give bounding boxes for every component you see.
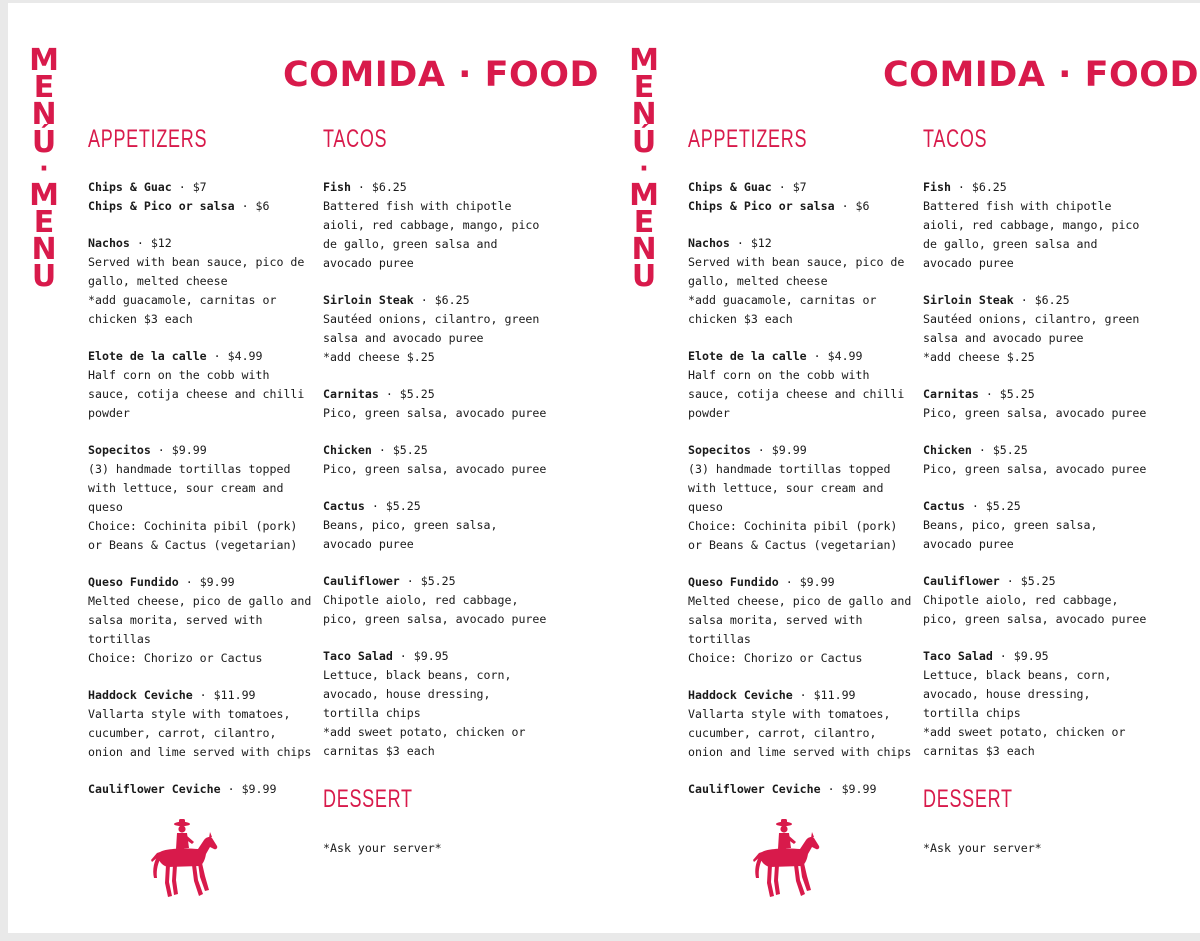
menu-item-description: Sautéed onions, cilantro, green salsa and avocado puree *add cheese $.25: [323, 312, 540, 364]
menu-item-price: · $6: [234, 199, 270, 213]
vertical-title-letter: U: [631, 259, 657, 295]
menu-sheet: [8, 3, 1200, 933]
menu-item-description: Beans, pico, green salsa, avocado puree: [323, 518, 498, 551]
vertical-title-letter: E: [633, 70, 655, 106]
dessert-note: *Ask your server*: [323, 841, 442, 855]
menu-item-price: · $5.25: [378, 387, 435, 401]
menu-item: [88, 780, 313, 799]
vertical-title-letter: N: [31, 97, 57, 133]
menu-item-price: · $12: [129, 236, 172, 250]
menu-item-price: · $4.99: [206, 349, 263, 363]
menu-item: [688, 197, 913, 216]
vertical-title-letter: E: [633, 205, 655, 241]
menu-item-description: (3) handmade tortillas topped with lettuce, sour cream and queso Choice: Cochinita pibil (pork) or Beans & Cactus (vegetarian): [88, 462, 298, 552]
tacos-column: [323, 123, 548, 858]
menu-item-price: · $6.25: [350, 180, 407, 194]
menu-item-price: · $9.99: [820, 782, 877, 796]
menu-item-description: Chipotle aiolo, red cabbage, pico, green salsa, avocado puree: [923, 593, 1147, 626]
menu-item: [323, 385, 548, 423]
menu-item: [88, 234, 313, 329]
menu-item-name: Chicken: [323, 443, 372, 457]
vertical-title-letter: E: [33, 205, 55, 241]
dessert-heading: DESSERT: [323, 785, 413, 813]
appetizers-column: [688, 123, 913, 817]
menu-item: [323, 441, 548, 479]
vertical-title-letter: E: [33, 70, 55, 106]
vertical-title-letter: Ú: [631, 124, 657, 160]
menu-item-name: Haddock Ceviche: [688, 688, 793, 702]
vertical-title-letter: N: [631, 232, 657, 268]
vertical-menu-title: [629, 43, 659, 295]
menu-item-name: Chicken: [923, 443, 972, 457]
menu-item-name: Cactus: [323, 499, 365, 513]
menu-item-price: · $9.99: [778, 575, 835, 589]
appetizers-heading: APPETIZERS: [88, 125, 208, 153]
menu-item: [323, 572, 548, 629]
menu-item-name: Nachos: [688, 236, 730, 250]
menu-item: [923, 647, 1148, 761]
menu-item-name: Fish: [923, 180, 951, 194]
menu-item: [323, 291, 548, 367]
menu-item-description: Served with bean sauce, pico de gallo, melted cheese *add guacamole, carnitas or chicken $3 each: [688, 255, 905, 326]
menu-page-right: [608, 3, 1200, 933]
menu-item-price: · $6.25: [950, 180, 1007, 194]
menu-item-name: Cauliflower: [323, 574, 400, 588]
menu-item-price: · $11.99: [792, 688, 856, 702]
vertical-title-letter: M: [629, 43, 659, 78]
menu-item-price: · $9.99: [220, 782, 277, 796]
menu-item: [923, 572, 1148, 629]
menu-item: [688, 573, 913, 668]
vertical-title-letter: N: [631, 97, 657, 133]
menu-page-left: [8, 3, 608, 933]
menu-item-price: · $5.25: [999, 574, 1056, 588]
menu-item-name: Cauliflower Ceviche: [688, 782, 821, 796]
menu-item-price: · $5.25: [964, 499, 1021, 513]
menu-item: [88, 197, 313, 216]
menu-item-name: Chips & Guac: [88, 180, 172, 194]
menu-item-name: Sirloin Steak: [923, 293, 1014, 307]
menu-item-price: · $11.99: [192, 688, 256, 702]
vertical-title-dot: ·: [39, 153, 49, 184]
menu-item-price: · $6: [834, 199, 870, 213]
menu-item-name: Cauliflower: [923, 574, 1000, 588]
menu-item-description: Pico, green salsa, avocado puree: [923, 406, 1147, 420]
dessert-note: *Ask your server*: [923, 841, 1042, 855]
menu-item-description: Pico, green salsa, avocado puree: [923, 462, 1147, 476]
menu-item: [88, 178, 313, 197]
menu-item-description: Served with bean sauce, pico de gallo, melted cheese *add guacamole, carnitas or chicken $3 each: [88, 255, 305, 326]
menu-item-description: Sautéed onions, cilantro, green salsa and avocado puree *add cheese $.25: [923, 312, 1140, 364]
menu-item-name: Taco Salad: [923, 649, 993, 663]
menu-item: [688, 780, 913, 799]
menu-item: [688, 178, 913, 197]
dessert-heading: DESSERT: [923, 785, 1013, 813]
vertical-title-letter: M: [29, 177, 59, 213]
menu-item: [923, 178, 1148, 273]
menu-item: [688, 347, 913, 423]
menu-item-price: · $5.25: [978, 387, 1035, 401]
menu-item: [688, 441, 913, 555]
menu-item-name: Cactus: [923, 499, 965, 513]
menu-item-name: Taco Salad: [323, 649, 393, 663]
menu-item: [323, 178, 548, 273]
menu-item-description: Vallarta style with tomatoes, cucumber, carrot, cilantro, onion and lime served with chips: [688, 707, 912, 759]
menu-item: [88, 347, 313, 423]
menu-item: [88, 573, 313, 668]
menu-item-price: · $9.95: [992, 649, 1049, 663]
menu-item-price: · $5.25: [371, 443, 428, 457]
vertical-title-letter: N: [31, 232, 57, 268]
vertical-title-letter: M: [29, 43, 59, 78]
menu-item: [923, 385, 1148, 423]
menu-item: [923, 291, 1148, 367]
menu-item-description: Battered fish with chipotle aioli, red cabbage, mango, pico de gallo, green salsa and avocado puree: [923, 199, 1140, 270]
menu-item-name: Queso Fundido: [688, 575, 779, 589]
vertical-title-dot: ·: [639, 153, 649, 184]
tacos-column: [923, 123, 1148, 858]
menu-item-price: · $5.25: [399, 574, 456, 588]
menu-item-description: Beans, pico, green salsa, avocado puree: [923, 518, 1098, 551]
menu-item-name: Haddock Ceviche: [88, 688, 193, 702]
appetizers-heading: APPETIZERS: [688, 125, 808, 153]
menu-item-price: · $9.99: [178, 575, 235, 589]
menu-item-price: · $12: [729, 236, 772, 250]
menu-item-name: Sopecitos: [688, 443, 751, 457]
menu-item-price: · $9.99: [750, 443, 807, 457]
menu-item-name: Chips & Guac: [688, 180, 772, 194]
menu-item: [323, 497, 548, 554]
menu-item: [688, 686, 913, 762]
page-title: COMIDA · FOOD: [283, 55, 600, 95]
menu-item-name: Chips & Pico or salsa: [88, 199, 235, 213]
menu-item-description: Pico, green salsa, avocado puree: [323, 462, 547, 476]
appetizers-column: [88, 123, 313, 817]
vertical-title-letter: U: [31, 259, 57, 295]
menu-item-description: Half corn on the cobb with sauce, cotija cheese and chilli powder: [88, 368, 305, 420]
menu-item-name: Fish: [323, 180, 351, 194]
menu-item-name: Elote de la calle: [688, 349, 807, 363]
tacos-heading: TACOS: [923, 125, 988, 153]
menu-item-price: · $9.95: [392, 649, 449, 663]
menu-item-name: Nachos: [88, 236, 130, 250]
menu-item: [923, 441, 1148, 479]
menu-item-description: Melted cheese, pico de gallo and salsa morita, served with tortillas Choice: Chorizo or Cactus: [688, 594, 912, 665]
menu-item-name: Queso Fundido: [88, 575, 179, 589]
menu-item-description: Melted cheese, pico de gallo and salsa morita, served with tortillas Choice: Chorizo or Cactus: [88, 594, 312, 665]
menu-item-description: Lettuce, black beans, corn, avocado, house dressing, tortilla chips *add sweet potato, chicken or carnitas $3 each: [323, 668, 526, 758]
menu-item-description: Chipotle aiolo, red cabbage, pico, green salsa, avocado puree: [323, 593, 547, 626]
menu-item-price: · $9.99: [150, 443, 207, 457]
menu-item-description: Lettuce, black beans, corn, avocado, house dressing, tortilla chips *add sweet potato, chicken or carnitas $3 each: [923, 668, 1126, 758]
menu-item-price: · $6.25: [1013, 293, 1070, 307]
menu-item-description: Half corn on the cobb with sauce, cotija cheese and chilli powder: [688, 368, 905, 420]
menu-item-price: · $7: [771, 180, 807, 194]
menu-item-description: (3) handmade tortillas topped with lettuce, sour cream and queso Choice: Cochinita pibil (pork) or Beans & Cactus (vegetarian): [688, 462, 898, 552]
menu-item: [323, 647, 548, 761]
menu-item: [688, 234, 913, 329]
vertical-title-letter: M: [629, 177, 659, 213]
menu-item-description: Pico, green salsa, avocado puree: [323, 406, 547, 420]
vertical-title-letter: Ú: [31, 124, 57, 160]
menu-item-name: Elote de la calle: [88, 349, 207, 363]
menu-item: [88, 441, 313, 555]
horse-rider-icon: [148, 818, 220, 900]
menu-item-price: · $5.25: [364, 499, 421, 513]
menu-item-name: Sirloin Steak: [323, 293, 414, 307]
menu-item-price: · $5.25: [971, 443, 1028, 457]
menu-item-name: Sopecitos: [88, 443, 151, 457]
menu-item-price: · $7: [171, 180, 207, 194]
menu-item-name: Carnitas: [323, 387, 379, 401]
tacos-heading: TACOS: [323, 125, 388, 153]
vertical-menu-title: [29, 43, 59, 295]
page-title: COMIDA · FOOD: [883, 55, 1200, 95]
menu-item-price: · $4.99: [806, 349, 863, 363]
menu-item-name: Cauliflower Ceviche: [88, 782, 221, 796]
menu-item-price: · $6.25: [413, 293, 470, 307]
menu-item: [88, 686, 313, 762]
menu-item-description: Vallarta style with tomatoes, cucumber, carrot, cilantro, onion and lime served with chips: [88, 707, 312, 759]
horse-rider-icon: [750, 818, 822, 900]
menu-item-name: Carnitas: [923, 387, 979, 401]
menu-item-name: Chips & Pico or salsa: [688, 199, 835, 213]
menu-item-description: Battered fish with chipotle aioli, red cabbage, mango, pico de gallo, green salsa and avocado puree: [323, 199, 540, 270]
menu-item: [923, 497, 1148, 554]
